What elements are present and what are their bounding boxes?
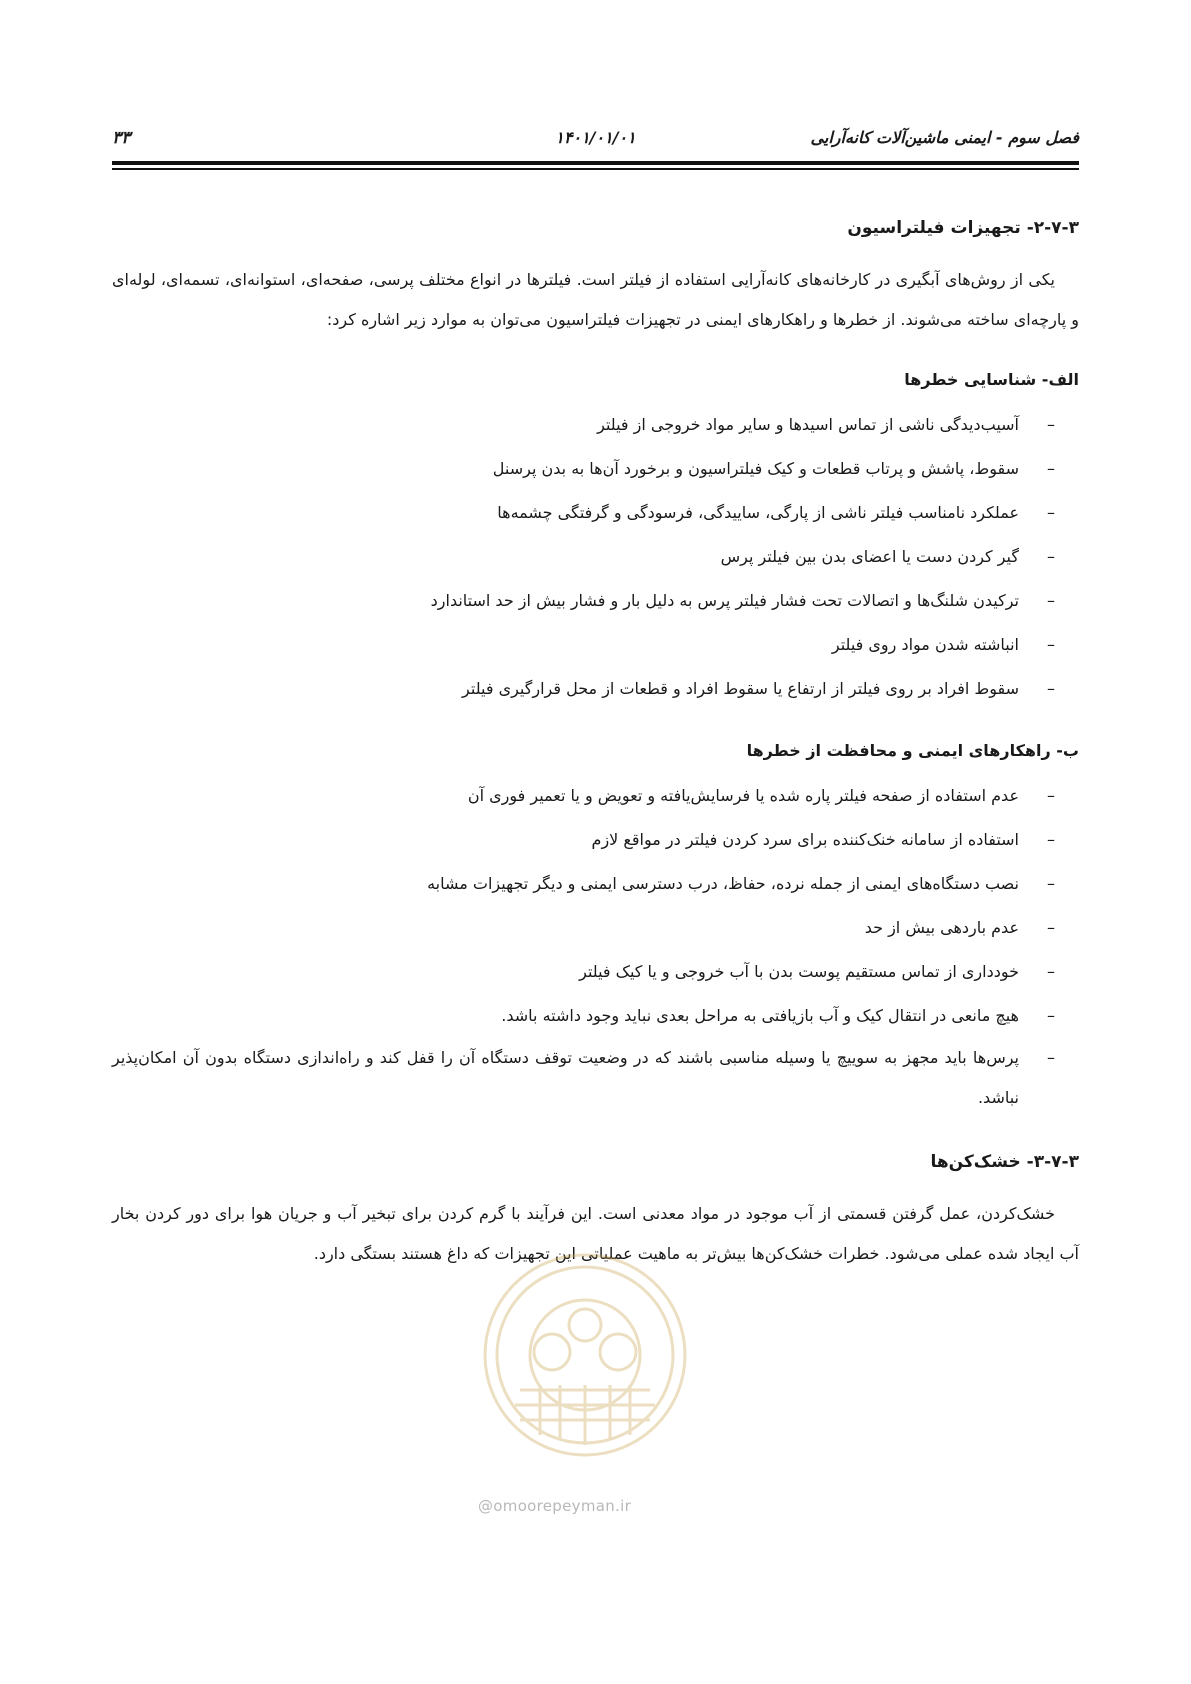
section-heading-filtration: ۲-۷-۳- تجهیزات فیلتراسیون	[847, 218, 1079, 238]
list-item	[112, 667, 1079, 711]
header-date: ۱۴۰۱/۰۱/۰۱	[555, 128, 636, 147]
dash-bullet: –	[1047, 1048, 1055, 1067]
dryers-paragraph: خشک‌کردن، عمل گرفتن قسمتی از آب موجود در مواد معدنی است. این فرآیند با گرم کردن برای تبخیر آب و جریان هوا برای دور کردن بخار آب ایجاد شده عملی می‌شود. خطرات خشک‌کن‌ها بیش‌تر به ماهیت عملیاتی این تجهیزات که داغ هستند بستگی دارد.	[112, 1204, 1079, 1263]
list-item-text: آسیب‌دیدگی ناشی از تماس اسیدها و سایر مواد خروجی از فیلتر	[597, 415, 1019, 434]
dash-bullet: –	[1047, 503, 1055, 522]
list-item-text: عدم باردهی بیش از حد	[864, 918, 1019, 937]
list-item-text: نصب دستگاه‌های ایمنی از جمله نرده، حفاظ، درب دسترسی ایمنی و دیگر تجهیزات مشابه	[427, 874, 1019, 893]
hazards-heading: الف- شناسایی خطرها	[904, 370, 1079, 389]
list-item-text: عملکرد نامناسب فیلتر ناشی از پارگی، ساییدگی، فرسودگی و گرفتگی چشمه‌ها	[497, 503, 1019, 522]
list-item-text: ترکیدن شلنگ‌ها و اتصالات تحت فشار فیلتر پرس به دلیل بار و فشار بیش از حد استاندارد	[430, 591, 1019, 610]
dash-bullet: –	[1047, 786, 1055, 805]
safety-list	[112, 774, 1079, 1118]
filtration-paragraph: یکی از روش‌های آبگیری در کارخانه‌های کانه‌آرایی استفاده از فیلتر است. فیلترها در انواع مختلف پرسی، صفحه‌ای، استوانه‌ای، تسمه‌ای، لوله‌ای و پارچه‌ای ساخته می‌شوند. از خطرها و راهکارهای ایمنی در تجهیزات فیلتراسیون می‌توان به موارد زیر اشاره کرد:	[112, 270, 1079, 329]
dash-bullet: –	[1047, 874, 1055, 893]
list-item-text: انباشته شدن مواد روی فیلتر	[831, 635, 1019, 654]
list-item-text: سقوط افراد بر روی فیلتر از ارتفاع یا سقوط افراد و قطعات از محل قرارگیری فیلتر	[462, 679, 1019, 698]
list-item	[112, 579, 1079, 623]
list-item	[112, 950, 1079, 994]
watermark-seal-icon	[460, 1240, 710, 1470]
list-item	[112, 491, 1079, 535]
list-item-text: عدم استفاده از صفحه فیلتر پاره شده یا فرسایش‌یافته و تعویض و یا تعمیر فوری آن	[467, 786, 1019, 805]
list-item	[112, 535, 1079, 579]
page-header	[112, 128, 1079, 162]
hazards-list	[112, 403, 1079, 711]
list-item-text: گیر کردن دست یا اعضای بدن بین فیلتر پرس	[720, 547, 1019, 566]
list-item	[112, 403, 1079, 447]
header-rule-thick	[112, 161, 1079, 165]
dash-bullet: –	[1047, 459, 1055, 478]
dash-bullet: –	[1047, 830, 1055, 849]
watermark-url: @omoorepeyman.ir	[478, 1497, 632, 1515]
list-item-text: خودداری از تماس مستقیم پوست بدن با آب خروجی و یا کیک فیلتر	[579, 962, 1019, 981]
list-item	[112, 623, 1079, 667]
safety-heading: ب- راهکارهای ایمنی و محافظت از خطرها	[746, 741, 1079, 760]
list-item	[112, 862, 1079, 906]
section-heading-dryers: ۳-۷-۳- خشک‌کن‌ها	[930, 1152, 1079, 1172]
list-item-text: پرس‌ها باید مجهز به سوییچ یا وسیله مناسبی باشند که در وضعیت توقف دستگاه آن را قفل کند و راه‌اندازی دستگاه بدون آن امکان‌پذیر نباشد.	[112, 1048, 1019, 1107]
dash-bullet: –	[1047, 591, 1055, 610]
dash-bullet: –	[1047, 1006, 1055, 1025]
list-item-text: هیچ مانعی در انتقال کیک و آب بازیافتی به مراحل بعدی نباید وجود داشته باشد.	[501, 1006, 1019, 1025]
list-item	[112, 994, 1079, 1038]
dash-bullet: –	[1047, 962, 1055, 981]
list-item	[112, 447, 1079, 491]
dash-bullet: –	[1047, 547, 1055, 566]
dash-bullet: –	[1047, 415, 1055, 434]
list-item-text: سقوط، پاشش و پرتاب قطعات و کیک فیلتراسیون و برخورد آن‌ها به بدن پرسنل	[492, 459, 1019, 478]
list-item	[112, 818, 1079, 862]
dash-bullet: –	[1047, 679, 1055, 698]
page-content	[112, 218, 1079, 1274]
dash-bullet: –	[1047, 918, 1055, 937]
list-item	[112, 906, 1079, 950]
header-rule-thin	[112, 168, 1079, 170]
dash-bullet: –	[1047, 635, 1055, 654]
chapter-title: فصل سوم - ایمنی ماشین‌آلات کانه‌آرایی	[810, 128, 1079, 147]
page-number: ۳۳	[112, 128, 131, 148]
list-item	[112, 1038, 1079, 1118]
list-item	[112, 774, 1079, 818]
list-item-text: استفاده از سامانه خنک‌کننده برای سرد کردن فیلتر در مواقع لازم	[591, 830, 1019, 849]
